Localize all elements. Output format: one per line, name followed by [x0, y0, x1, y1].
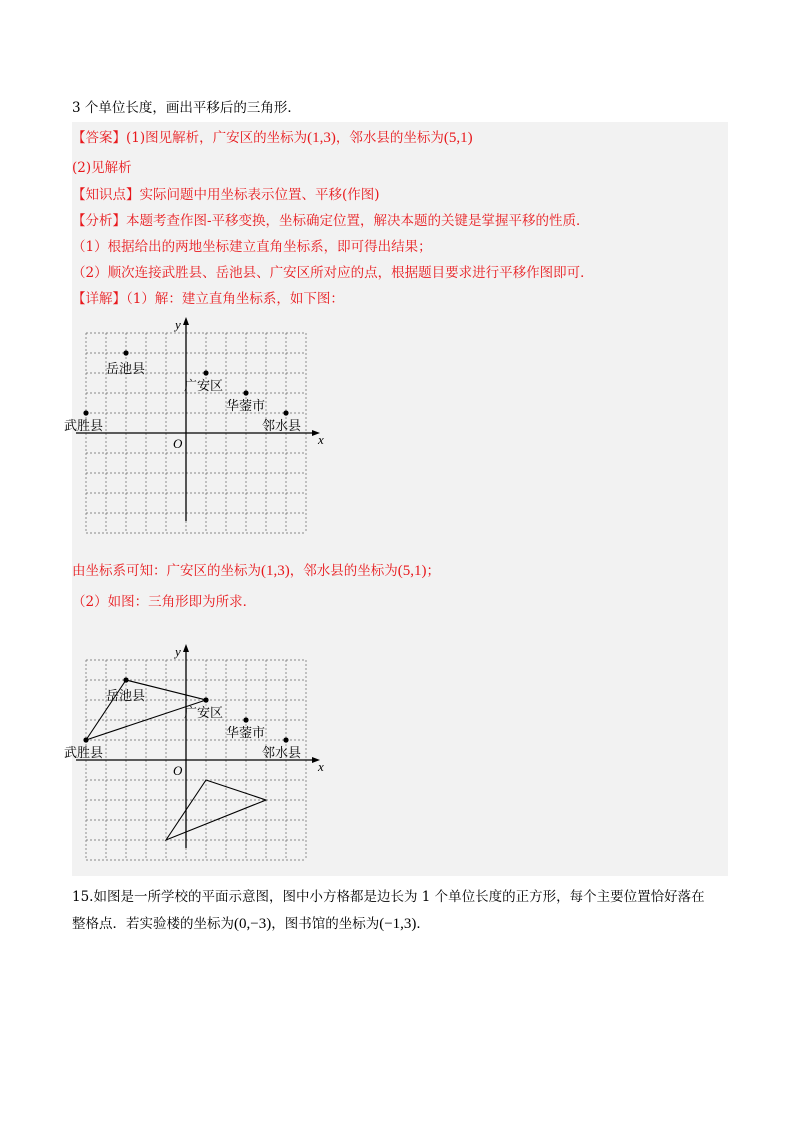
location-label: 岳池县 — [106, 362, 146, 377]
location-label: 广安区 — [184, 706, 224, 721]
library-coordinate: (−1,3) — [379, 916, 417, 932]
part2-line: （2）如图：三角形即为所求． — [72, 594, 257, 610]
location-point — [283, 737, 288, 742]
location-point — [243, 390, 248, 395]
conclusion-mid: ，邻水县的坐标为 — [289, 563, 398, 579]
location-label: 邻水县 — [262, 419, 302, 434]
answer-part1: (1)图见解析，广安区的坐标为 — [126, 130, 308, 146]
conclusion-guangan-coordinate: (1,3) — [261, 563, 290, 579]
location-point — [123, 350, 128, 355]
origin-label: O — [173, 436, 183, 451]
y-axis-arrow — [183, 644, 189, 652]
knowledge-text: 实际问题中用坐标表示位置、平移(作图) — [139, 187, 380, 203]
coordinate-figure-2 — [64, 634, 348, 866]
location-label: 岳池县 — [106, 689, 146, 704]
lab-coordinate: (0,−3) — [234, 916, 272, 932]
answer-part2: (2)见解析 — [72, 160, 132, 176]
analysis-step1: （1）根据给出的两地坐标建立直角坐标系，即可得出结果； — [72, 239, 432, 255]
analysis-tag: 【分析】 — [72, 213, 126, 229]
x-axis-label: x — [318, 759, 324, 774]
answer-line — [72, 128, 473, 148]
linshui-coordinate: (5,1) — [443, 130, 473, 146]
location-point — [203, 370, 208, 375]
y-axis-arrow — [183, 317, 189, 325]
location-point — [123, 677, 128, 682]
guangan-coordinate: (1,3) — [307, 130, 336, 146]
location-label: 广安区 — [184, 379, 224, 394]
location-point — [203, 697, 208, 702]
location-label: 武胜县 — [64, 419, 104, 434]
location-point — [83, 737, 88, 742]
knowledge-tag: 【知识点】 — [72, 187, 140, 203]
y-axis-label: y — [175, 644, 181, 659]
analysis-line — [72, 211, 590, 231]
location-label: 华蓥市 — [226, 399, 266, 414]
detail-tag: 【详解】 — [72, 291, 126, 307]
conclusion-prefix: 由坐标系可知：广安区的坐标为 — [72, 563, 261, 579]
analysis-step2: （2）顺次连接武胜县、岳池县、广安区所对应的点，根据题目要求进行平移作图即可． — [72, 265, 594, 281]
location-label: 武胜县 — [64, 746, 104, 761]
location-point — [283, 410, 288, 415]
answer-tag: 【答案】 — [72, 130, 126, 146]
x-axis-label: x — [318, 432, 324, 447]
knowledge-line — [72, 185, 380, 205]
location-point — [243, 717, 248, 722]
translated-triangle — [166, 780, 266, 840]
analysis-text: 本题考查作图-平移变换，坐标确定位置，解决本题的关键是掌握平移的性质． — [126, 213, 590, 229]
location-label: 华蓥市 — [226, 726, 266, 741]
location-point — [83, 410, 88, 415]
detail-text: （1）解：建立直角坐标系，如下图： — [126, 291, 344, 307]
problem15-line1: 15.如图是一所学校的平面示意图，图中小方格都是边长为 1 个单位长度的正方形，每个主要位置恰好落在 — [72, 889, 705, 905]
problem15-line2 — [72, 914, 430, 934]
origin-label: O — [173, 763, 183, 778]
coordinate-figure-1 — [64, 305, 348, 547]
conclusion-suffix: ； — [426, 563, 440, 579]
conclusion-linshui-coordinate: (5,1) — [397, 563, 427, 579]
location-label: 邻水县 — [262, 746, 302, 761]
y-axis-label: y — [175, 317, 181, 332]
problem15-line2-suffix: ． — [416, 916, 430, 932]
problem-continuation: 3 个单位长度，画出平移后的三角形． — [72, 100, 301, 116]
problem15-line2-mid: ，图书馆的坐标为 — [271, 916, 380, 932]
conclusion-line — [72, 561, 440, 581]
answer-mid: ，邻水县的坐标为 — [335, 130, 444, 146]
problem15-line2-prefix: 整格点．若实验楼的坐标为 — [72, 916, 234, 932]
